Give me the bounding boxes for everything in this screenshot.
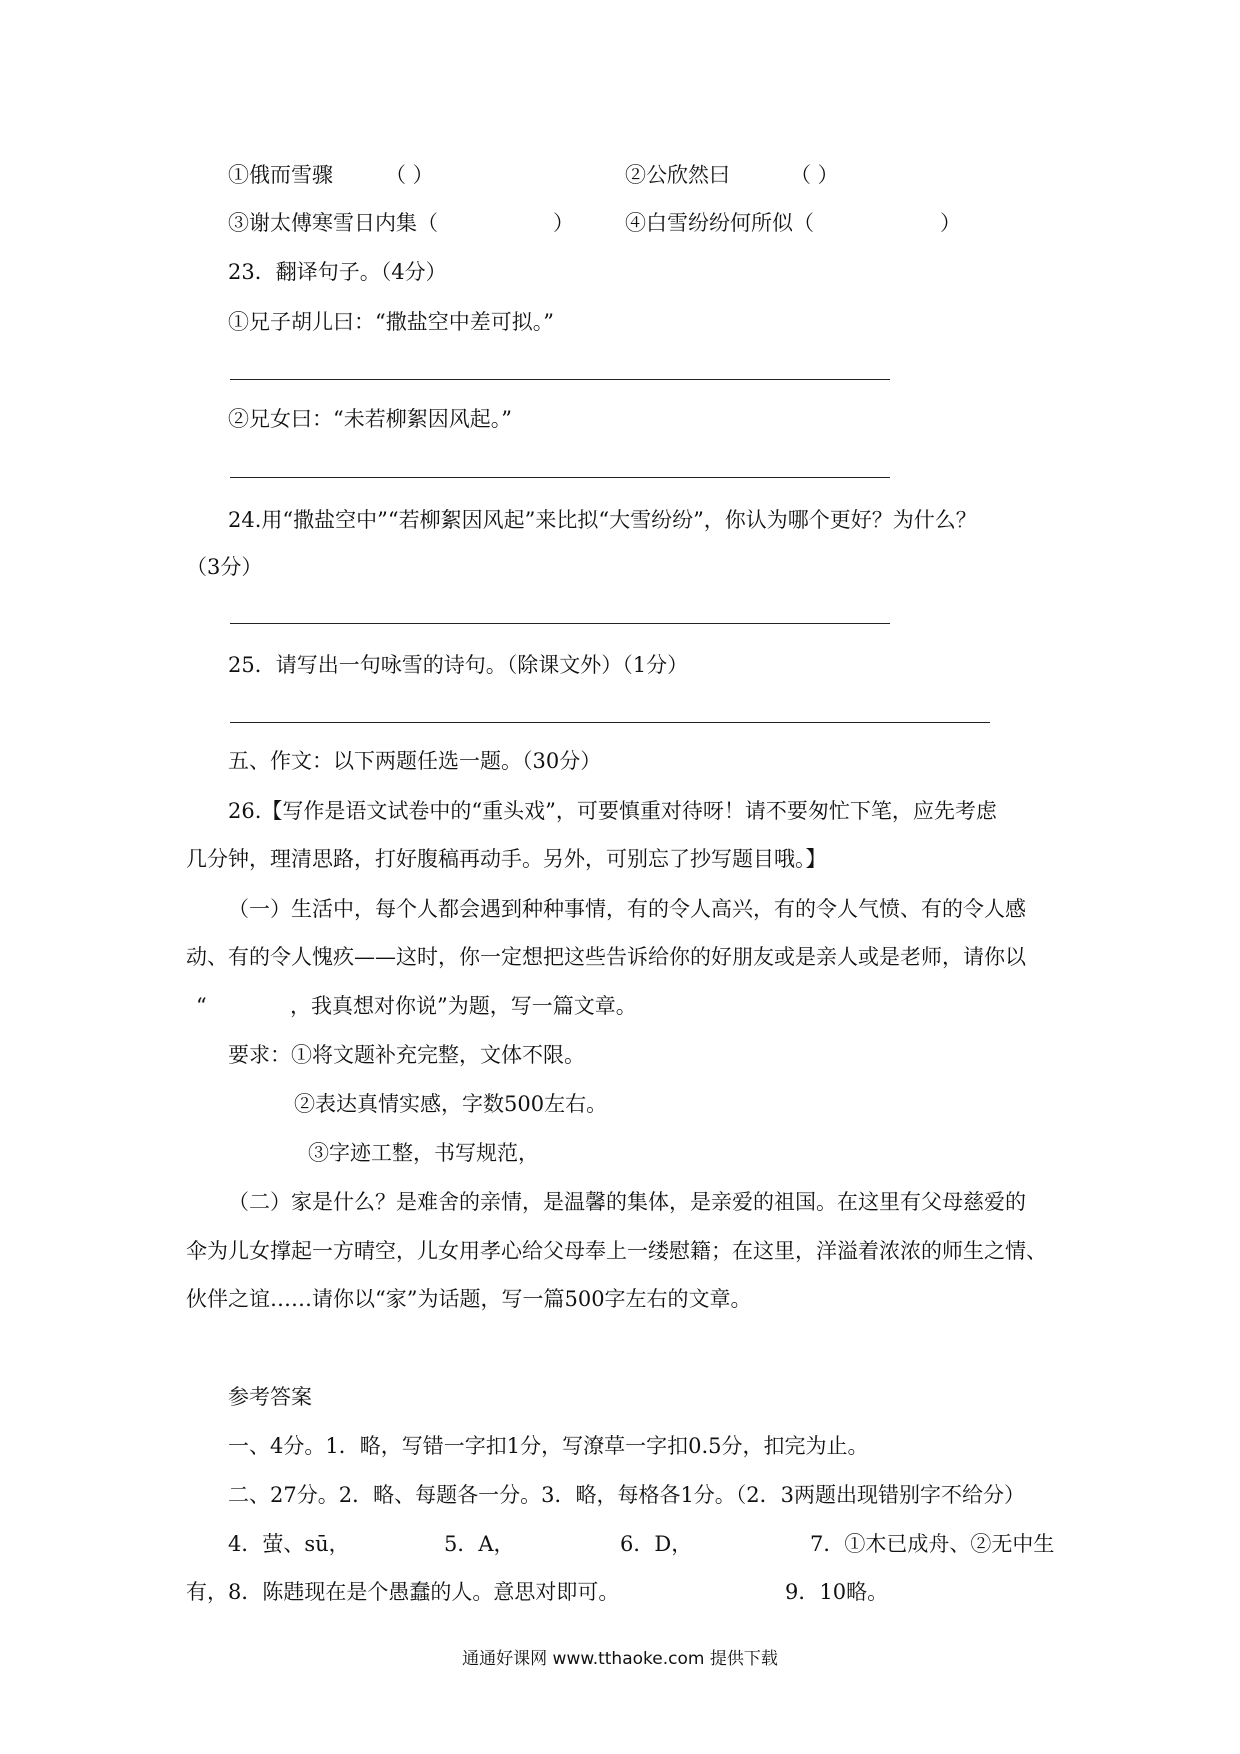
answer-blank-line: [230, 379, 890, 380]
q26-option-2-line-3: 伙伴之谊……请你以“家”为话题，写一篇500字左右的文章。: [186, 1287, 752, 1311]
q24-line-1: 24.用“撒盐空中”“若柳絮因风起”来比拟“大雪纷纷”，你认为哪个更好？为什么？: [228, 508, 977, 532]
section-5-title: 五、作文：以下两题任选一题。（30分）: [228, 749, 602, 773]
q22-item-4: ④白雪纷纷何所似（: [625, 211, 814, 235]
q26-requirement-3: ③字迹工整，书写规范，: [308, 1141, 539, 1165]
q22-close-3: ）: [553, 211, 574, 235]
answer-7: 7．①木已成舟、②无中生: [810, 1532, 1055, 1556]
q22-close-4: ）: [940, 211, 961, 235]
q26-line-2: 几分钟，理清思路，打好腹稿再动手。另外，可别忘了抄写题目哦。】: [186, 847, 827, 871]
answer-4: 4．萤、sū，: [228, 1532, 350, 1556]
q26-option-1-line-1: （一）生活中，每个人都会遇到种种事情，有的令人高兴，有的令人气愤、有的令人感: [228, 897, 1026, 921]
q22-item-1: ①俄而雪骤: [228, 163, 333, 187]
q26-option-1-line-3: ，我真想对你说”为题，写一篇文章。: [290, 994, 637, 1018]
answer-blank-line: [230, 623, 890, 624]
answers-title: 参考答案: [228, 1385, 312, 1409]
q22-paren-1: （ ）: [385, 163, 434, 187]
answer-6: 6．D，: [620, 1532, 693, 1556]
q24-line-2: （3分）: [186, 555, 263, 579]
q22-item-2: ②公欣然曰: [625, 163, 730, 187]
answer-blank-line: [230, 477, 890, 478]
answer-5: 5．A，: [444, 1532, 515, 1556]
answer-9: 9．10略。: [785, 1580, 889, 1604]
q26-option-1-quote-open: “: [196, 994, 207, 1018]
q26-requirement-1: 要求：①将文题补充完整，文体不限。: [228, 1043, 585, 1067]
q22-item-3: ③谢太傅寒雪日内集（: [228, 211, 438, 235]
q26-option-1-line-2: 动、有的令人愧疚——这时，你一定想把这些告诉给你的好朋友或是亲人或是老师，请你以: [186, 945, 1026, 969]
q26-option-2-line-2: 伞为儿女撑起一方晴空，儿女用孝心给父母奉上一缕慰籍；在这里，洋溢着浓浓的师生之情、: [186, 1239, 1047, 1263]
answer-7-8-continued: 有，8．陈韪现在是个愚蠢的人。意思对即可。: [186, 1580, 620, 1604]
q23-title: 23．翻译句子。（4分）: [228, 260, 447, 284]
q23-sentence-1: ①兄子胡儿曰：“撒盐空中差可拟。”: [228, 310, 554, 334]
q26-line-1: 26.【写作是语文试卷中的“重头戏”，可要慎重对待呀！请不要匆忙下笔，应先考虑: [228, 799, 997, 823]
q26-requirement-2: ②表达真情实感，字数500左右。: [294, 1092, 608, 1116]
q25-text: 25．请写出一句咏雪的诗句。（除课文外）（1分）: [228, 653, 689, 677]
q22-paren-2: （ ）: [790, 163, 839, 187]
answer-blank-line: [230, 722, 990, 723]
q26-option-2-line-1: （二）家是什么？是难舍的亲情，是温馨的集体，是亲爱的祖国。在这里有父母慈爱的: [228, 1190, 1026, 1214]
answer-line-1: 一、4分。1．略，写错一字扣1分，写潦草一字扣0.5分，扣完为止。: [228, 1434, 869, 1458]
q23-sentence-2: ②兄女曰：“未若柳絮因风起。”: [228, 407, 512, 431]
answer-line-2: 二、27分。2．略、每题各一分。3．略，每格各1分。（2．3两题出现错别字不给分）: [228, 1483, 1026, 1507]
page-footer: 通通好课网 www.tthaoke.com 提供下载: [462, 1649, 778, 1669]
